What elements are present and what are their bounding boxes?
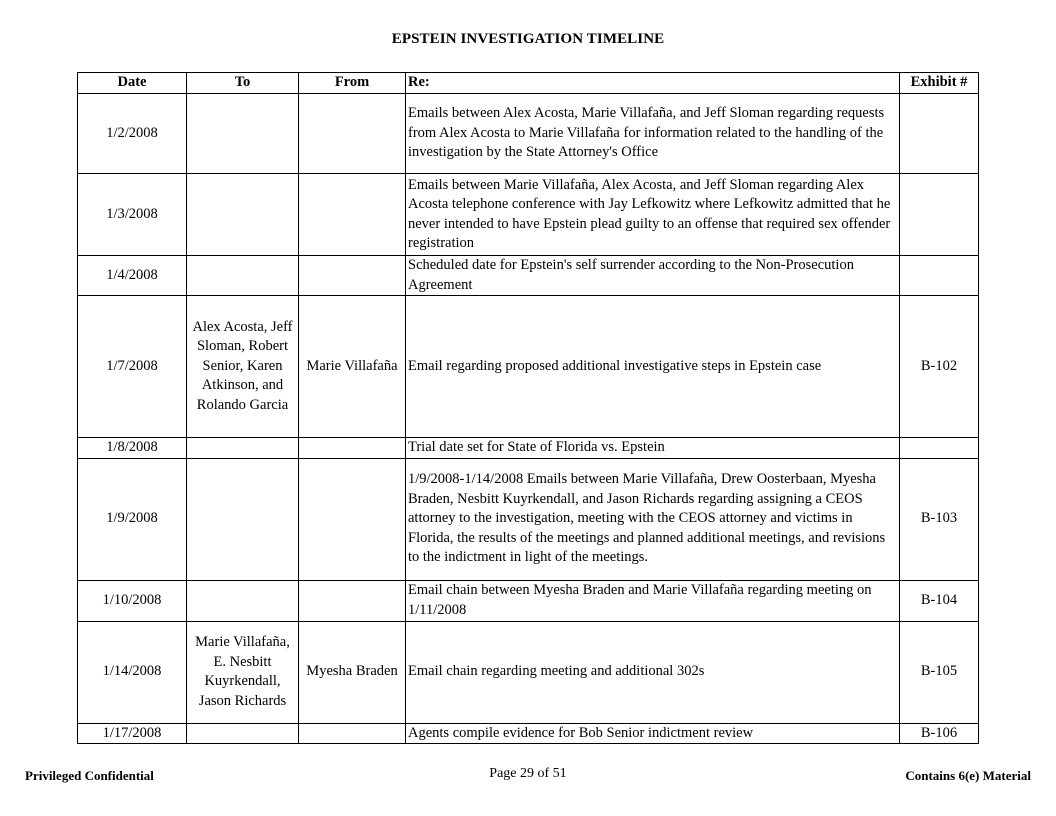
date-cell: 1/4/2008 [78,256,187,296]
exhibit-cell: B-106 [900,723,979,744]
column-header-date: Date [78,73,187,94]
to-cell [187,723,299,744]
date-cell: 1/9/2008 [78,458,187,580]
to-cell: Marie Villafaña, E. Nesbitt Kuyrkendall, Jason Richards [187,621,299,723]
table-row [78,438,979,459]
re-cell: Emails between Marie Villafaña, Alex Acosta, and Jeff Sloman regarding Alex Acosta telephone conference with Jay Lefkowitz where Lefkowitz admitted that he never intended to have Epstein plead guilty to an offense that required sex offender registration [406,174,900,256]
from-cell [299,580,406,621]
date-cell: 1/10/2008 [78,580,187,621]
exhibit-cell [900,256,979,296]
exhibit-cell [900,438,979,459]
to-cell [187,458,299,580]
from-cell [299,94,406,174]
re-cell: Email chain between Myesha Braden and Marie Villafaña regarding meeting on 1/11/2008 [406,580,900,621]
page-title: EPSTEIN INVESTIGATION TIMELINE [391,31,665,47]
date-cell: 1/7/2008 [78,296,187,438]
column-header-re: Re: [406,73,900,94]
from-cell [299,438,406,459]
re-cell: 1/9/2008-1/14/2008 Emails between Marie Villafaña, Drew Oosterbaan, Myesha Braden, Nesbitt Kuyrkendall, and Jason Richards regarding assigning a CEOS attorney to the investigation, meeting with the CEOS attorney and victims in Florida, the results of the meetings and planned additional meetings, and revisions to the indictment in light of the meetings. [406,458,900,580]
date-cell: 1/2/2008 [78,94,187,174]
to-cell [187,174,299,256]
to-cell [187,438,299,459]
exhibit-cell [900,94,979,174]
date-cell: 1/3/2008 [78,174,187,256]
re-cell: Emails between Alex Acosta, Marie Villafaña, and Jeff Sloman regarding requests from Alex Acosta to Marie Villafaña for information related to the handling of the investigation by the State Attorney's Office [406,94,900,174]
re-cell: Email regarding proposed additional investigative steps in Epstein case [406,296,900,438]
date-cell: 1/8/2008 [78,438,187,459]
table-row [78,94,979,174]
table-row [78,296,979,438]
to-cell [187,256,299,296]
footer-privileged-label: Privileged Confidential [25,768,154,783]
to-cell [187,580,299,621]
header-row [78,73,979,94]
re-cell: Email chain regarding meeting and additional 302s [406,621,900,723]
from-cell [299,174,406,256]
to-cell: Alex Acosta, Jeff Sloman, Robert Senior, Karen Atkinson, and Rolando Garcia [187,296,299,438]
re-cell: Agents compile evidence for Bob Senior indictment review [406,723,900,744]
exhibit-cell: B-103 [900,458,979,580]
page-number: Page 29 of 51 [489,766,567,781]
table-row [78,723,979,744]
exhibit-cell: B-105 [900,621,979,723]
date-cell: 1/14/2008 [78,621,187,723]
exhibit-cell: B-102 [900,296,979,438]
to-cell [187,94,299,174]
from-cell: Marie Villafaña [299,296,406,438]
from-cell [299,458,406,580]
exhibit-cell: B-104 [900,580,979,621]
table-row [78,458,979,580]
from-cell: Myesha Braden [299,621,406,723]
column-header-from: From [299,73,406,94]
timeline-table [77,72,979,744]
table-row [78,174,979,256]
column-header-exhibit: Exhibit # [900,73,979,94]
re-cell: Trial date set for State of Florida vs. Epstein [406,438,900,459]
column-header-to: To [187,73,299,94]
footer-6e-label: Contains 6(e) Material [905,768,1031,783]
table-row [78,256,979,296]
re-cell: Scheduled date for Epstein's self surrender according to the Non-Prosecution Agreement [406,256,900,296]
table-row [78,621,979,723]
from-cell [299,256,406,296]
date-cell: 1/17/2008 [78,723,187,744]
exhibit-cell [900,174,979,256]
from-cell [299,723,406,744]
table-row [78,580,979,621]
